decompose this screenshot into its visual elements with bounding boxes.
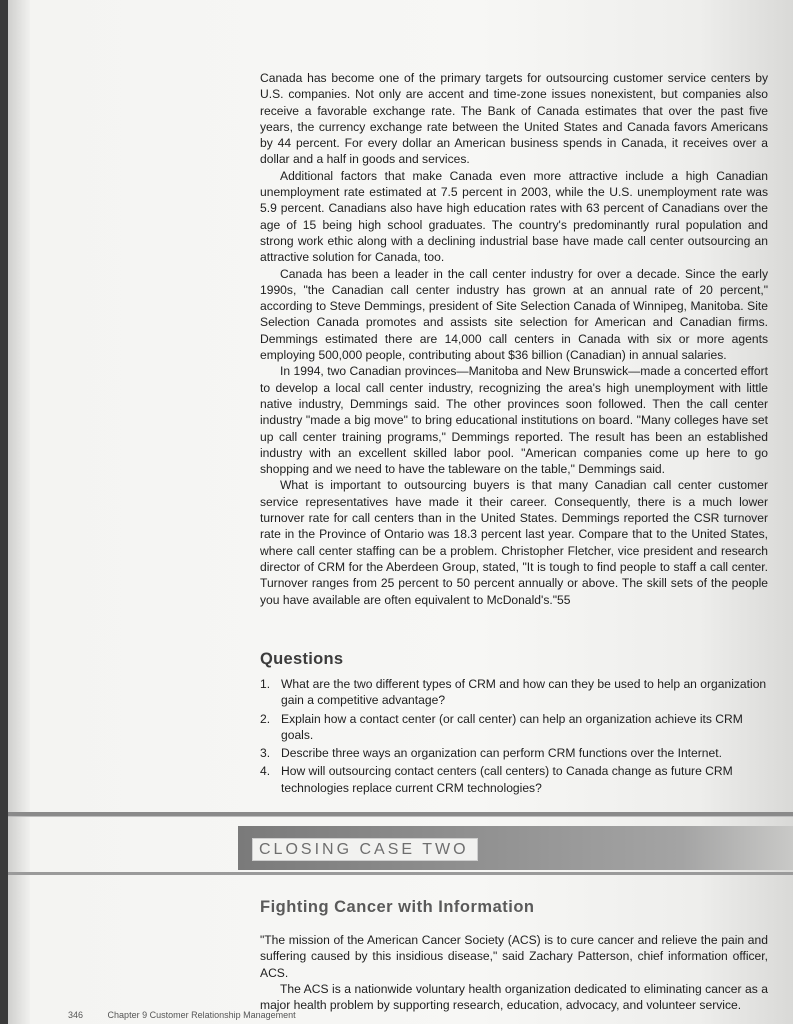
closing-paragraph-1: "The mission of the American Cancer Society (ACS) is to cure cancer and relieve the pain and suffering caused by this insidious disease," said Zachary Patterson, chief information officer, ACS. bbox=[260, 933, 768, 980]
page-binding-shadow bbox=[8, 0, 30, 1024]
questions-heading: Questions bbox=[260, 650, 344, 668]
closing-case-banner bbox=[238, 826, 793, 870]
closing-case-body bbox=[260, 932, 768, 1013]
paragraph-2: Additional factors that make Canada even more attractive include a high Canadian unemployment rate estimated at 7.5 percent in 2003, while the U.S. unemployment rate was 5.9 percent. Canadians also have high education rates with 63 percent of Canadians over the age of 15 being high school graduates. The country's predominantly rural population and strong work ethic along with a declining industrial base have made call center outsourcing an attractive solution for Canada, too. bbox=[260, 168, 768, 265]
question-text: Explain how a contact center (or call center) can help an organization achieve its CRM goals. bbox=[281, 711, 743, 742]
closing-case-title: Fighting Cancer with Information bbox=[260, 898, 535, 916]
section-divider-bottom bbox=[8, 872, 793, 875]
questions-list bbox=[260, 676, 768, 798]
paragraph-1: Canada has become one of the primary targets for outsourcing customer service centers by U.S. companies. Not only are accent and time-zone issues nonexistent, but companies also receive a favorable exchange rate. The Bank of Canada estimates that over the past five years, the currency exchange rate between the United States and Canada favors Americans by 44 percent. For every dollar an American business spends in Canada, it receives over a dollar and a half in goods and services. bbox=[260, 71, 768, 167]
paragraph-5: What is important to outsourcing buyers is that many Canadian call center customer service representatives have made it their career. Consequently, there is a much lower turnover rate for call centers than in the United States. Demmings reported the CSR turnover rate in the Province of Ontario was 18.3 percent last year. Compare that to the United States, where call center staffing can be a problem. Christopher Fletcher, vice president and research director of CRM for the Aberdeen Group, stated, "It is tough to find people to staff a call center. Turnover ranges from 25 percent to 50 percent annually or above. The skill sets of the people you have available are often equivalent to McDonald's."55 bbox=[260, 478, 768, 607]
question-text: Describe three ways an organization can perform CRM functions over the Internet. bbox=[281, 746, 722, 761]
question-item bbox=[260, 676, 768, 709]
question-number: 2. bbox=[260, 711, 271, 726]
case-body-text bbox=[260, 70, 768, 608]
closing-paragraph-2: The ACS is a nationwide voluntary health organization dedicated to eliminating cancer as a major health problem by supporting research, education, advocacy, and volunteer service. bbox=[260, 981, 768, 1013]
question-item bbox=[260, 711, 768, 744]
question-number: 4. bbox=[260, 764, 271, 779]
page-footer bbox=[68, 1010, 318, 1020]
paragraph-3: Canada has been a leader in the call center industry for over a decade. Since the early 1990s, "the Canadian call center industry has grown at an annual rate of 20 percent," according to Steve Demmings, president of Site Selection Canada of Winnipeg, Manitoba. Site Selection Canada promotes and assists site selection for American and Canadian firms. Demmings estimated there are 14,000 call centers in Canada with six or more agents employing 500,000 people, contributing about $36 billion (Canadian) in annual salaries. bbox=[260, 266, 768, 363]
question-text: What are the two different types of CRM and how can they be used to help an organization gain a competitive advantage? bbox=[281, 677, 767, 708]
page-number: 346 bbox=[68, 1010, 84, 1020]
chapter-running-head: Chapter 9 Customer Relationship Management bbox=[107, 1010, 296, 1020]
section-divider-top bbox=[8, 812, 793, 817]
textbook-page bbox=[8, 0, 793, 1024]
question-number: 1. bbox=[260, 677, 271, 691]
question-text: How will outsourcing contact centers (call centers) to Canada change as future CRM technologies replace current CRM technologies? bbox=[281, 764, 733, 795]
question-number: 3. bbox=[260, 746, 271, 761]
question-item bbox=[260, 745, 768, 761]
question-item bbox=[260, 763, 768, 796]
paragraph-4: In 1994, two Canadian provinces—Manitoba and New Brunswick—made a concerted effort to develop a local call center industry, recognizing the area's high unemployment with little native industry, Demmings said. The other provinces soon followed. Then the call center industry "made a big move" to bring educational institutions on board. "Many colleges have set up call center training programs," Demmings reported. The result has been an established industry with an excellent skilled labor pool. "American companies come up here to go shopping and we need to have the tableware on the table," Demmings said. bbox=[260, 364, 768, 477]
closing-case-label: CLOSING CASE TWO bbox=[252, 838, 478, 861]
